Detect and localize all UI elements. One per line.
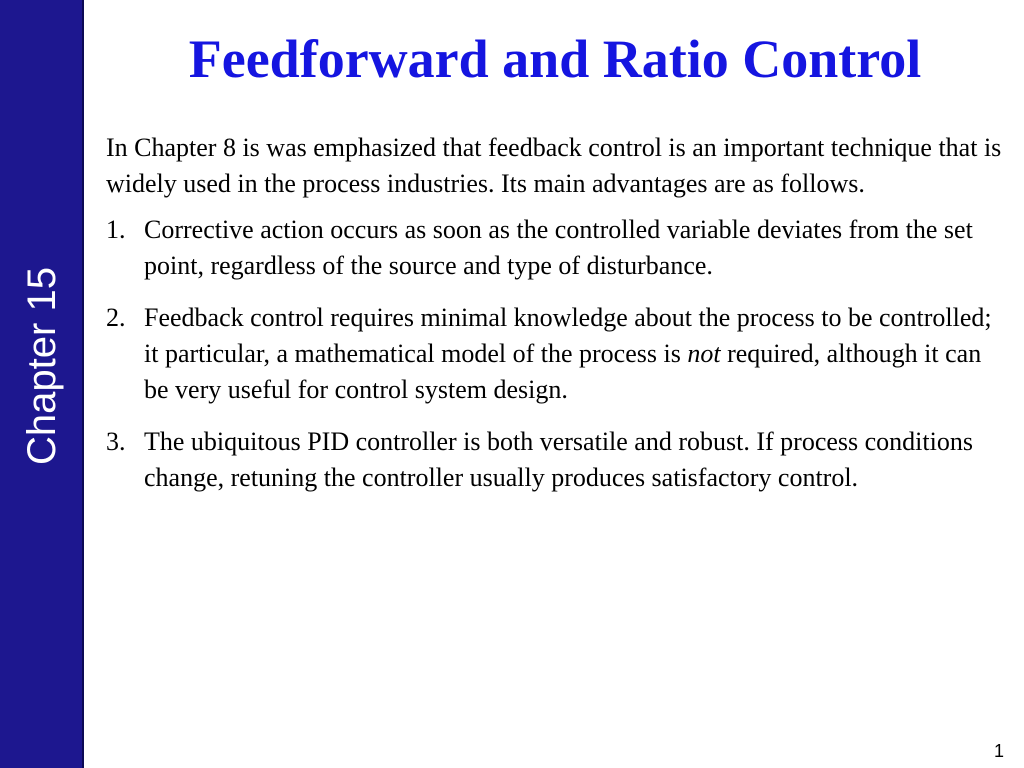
list-item-number: 1. [106,215,126,244]
list-item-text: Corrective action occurs as soon as the controlled variable deviates from the set point, regardless of the source and type of disturbance. [144,215,973,280]
list-item-text-start: Feedback control requires minimal knowledge about the process to be controlled; it particular, a mathematical model of the process is [144,303,992,368]
list-item [106,300,1002,408]
slide-body [106,130,1002,512]
list-item-number: 3. [106,427,126,456]
intro-paragraph: In Chapter 8 is was emphasized that feedback control is an important technique that is widely used in the process industries. Its main advantages are as follows. [106,133,1002,198]
list-item [106,212,1002,284]
list-item-text: The ubiquitous PID controller is both versatile and robust. If process conditions change, retuning the controller usually produces satisfactory control. [144,427,973,492]
advantages-list [106,212,1002,496]
list-item-text [144,300,1002,408]
emphasis-text: not [687,339,721,368]
list-item-text-end: required, although it can be very useful for control system design. [144,339,982,404]
slide-title: Feedforward and Ratio Control [188,29,922,89]
list-item-number: 2. [106,303,126,332]
chapter-label: Chapter 15 [20,267,64,465]
page-number: 1 [993,741,1004,761]
chapter-sidebar [0,0,84,768]
list-item [106,424,1002,496]
